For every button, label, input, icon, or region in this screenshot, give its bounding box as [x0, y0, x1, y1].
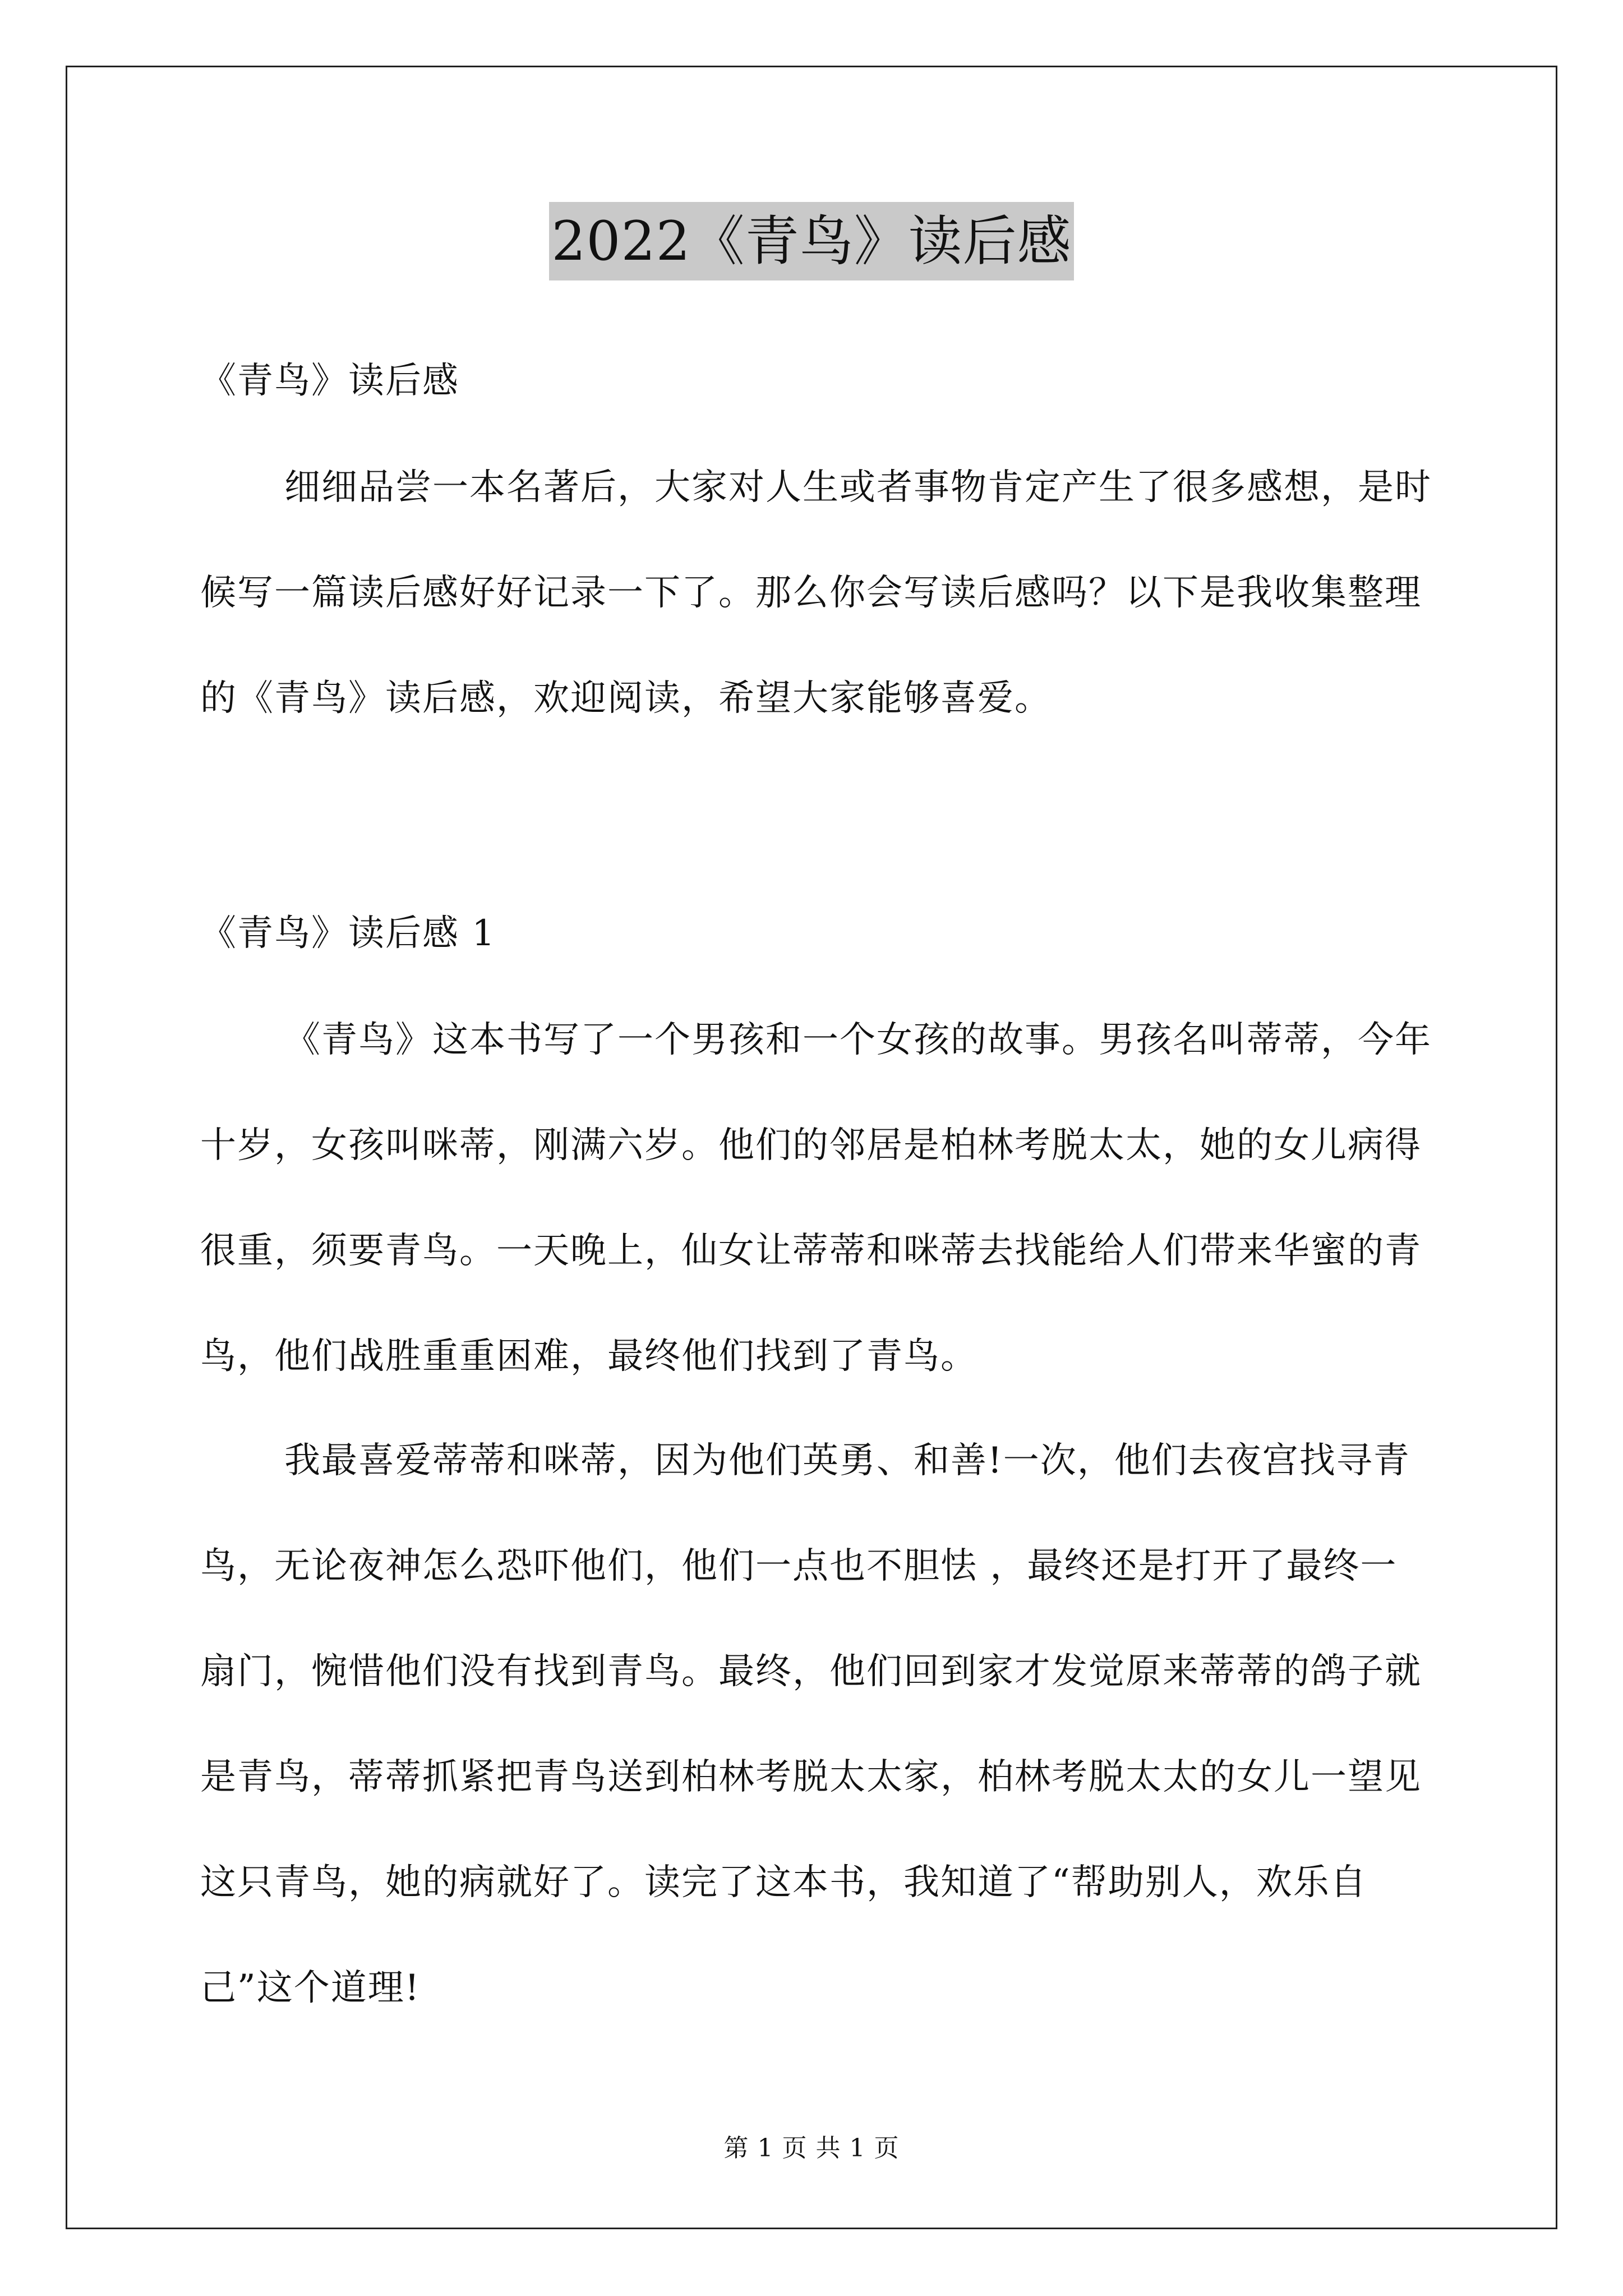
page-footer: 第 1 页 共 1 页: [723, 2134, 900, 2162]
essay-1-paragraph-2: 我最喜爱蒂蒂和咪蒂，因为他们英勇、和善!一次，他们去夜宫找寻青鸟，无论夜神怎么恐吓他们，他们一点也不胆怯 ，最终还是打开了最终一扇门，惋惜他们没有找到青鸟。最终，他们回到家才发觉原来蒂蒂的鸽子就是青鸟，蒂蒂抓紧把青鸟送到柏林考脱太太家，柏林考脱太太的女儿一望见这只青鸟，她的病就好了。读完了这本书，我知道了“帮助别人，欢乐自己”这个道理!: [200, 1440, 1422, 2009]
section-heading-intro: 《青鸟》读后感: [200, 360, 459, 402]
document-title: 2022《青鸟》读后感: [549, 202, 1073, 280]
title-container: [0, 202, 1623, 280]
section-heading-essay-1: 《青鸟》读后感 1: [200, 913, 496, 954]
intro-paragraph: 细细品尝一本名著后，大家对人生或者事物肯定产生了很多感想，是时候写一篇读后感好好记录一下了。那么你会写读后感吗？以下是我收集整理的《青鸟》读后感，欢迎阅读，希望大家能够喜爱。: [200, 467, 1432, 719]
essay-1-paragraph-1: 《青鸟》这本书写了一个男孩和一个女孩的故事。男孩名叫蒂蒂，今年十岁，女孩叫咪蒂，刚满六岁。他们的邻居是柏林考脱太太，她的女儿病得很重，须要青鸟。一天晚上，仙女让蒂蒂和咪蒂去找能给人们带来华蜜的青鸟，他们战胜重重困难，最终他们找到了青鸟。: [200, 1019, 1432, 1377]
